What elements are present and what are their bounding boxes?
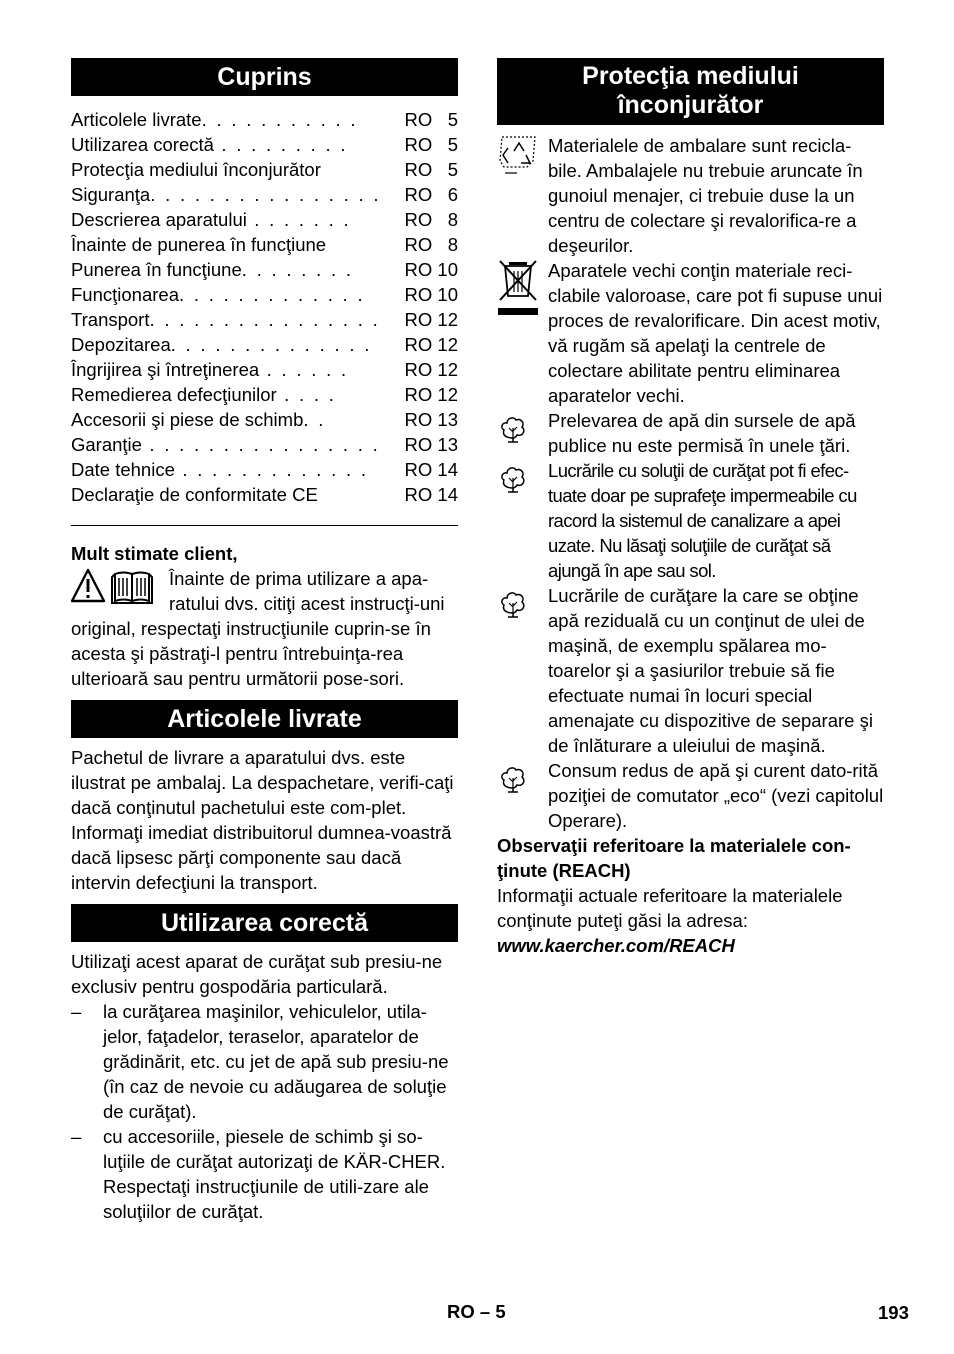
- reach-title: Observaţii referitoare la materialele con-ţinute (REACH): [497, 835, 851, 881]
- toc-entry-page: RO 12: [404, 334, 458, 355]
- toc-entry[interactable]: [71, 157, 458, 182]
- toc-entry-page: RO 14: [404, 484, 458, 505]
- list-item: – cu accesoriile, piesele de schimb şi so-luţiile de curăţat autorizaţi de KÄR-CHER. Respectaţi instrucţiunile de utili-zare ale soluţiilor de curăţat.: [71, 1126, 446, 1222]
- proper-use-intro: Utilizaţi acest aparat de curăţat sub presiu-ne exclusiv pentru gospodăria particulară.: [71, 951, 443, 997]
- toc-entry-title: Siguranţa. . . . . . . . . . . . . . . .: [71, 184, 381, 205]
- toc-entry-page: RO 8: [404, 234, 458, 255]
- toc-entry[interactable]: [71, 382, 458, 407]
- reach-link[interactable]: www.kaercher.com/REACH: [497, 935, 735, 956]
- environment-tree-icon: [497, 408, 529, 450]
- toc-entry-title: Accesorii şi piese de schimb. .: [71, 409, 326, 430]
- toc-entry[interactable]: [71, 132, 458, 157]
- toc-entry-page: RO 5: [404, 159, 458, 180]
- delivered-paragraph-2: Informaţi imediat distribuitorul dumnea-voastră dacă lipsesc părţi componente sau dacă intervin defecţiuni la transport.: [71, 822, 452, 893]
- environment-tree-icon: [497, 583, 529, 625]
- toc-entry-page: RO 10: [404, 284, 458, 305]
- environment-tree-icon: [497, 458, 529, 500]
- warning-note: [71, 566, 458, 691]
- toc-entry[interactable]: [71, 107, 458, 132]
- table-of-contents: [71, 107, 458, 507]
- environment-list: [497, 133, 884, 833]
- list-item: Prelevarea de apă din sursele de apă publice nu este permisă în unele ţări.: [497, 408, 884, 458]
- toc-entry-title: Funcţionarea. . . . . . . . . . . . .: [71, 284, 365, 305]
- toc-entry[interactable]: [71, 232, 458, 257]
- toc-entry-title: Înainte de punerea în funcţiune: [71, 234, 327, 255]
- page-number: 193: [878, 1302, 909, 1323]
- toc-entry-title: Protecţia mediului înconjurător: [71, 159, 321, 180]
- toc-entry-title: Utilizarea corectă . . . . . . . . .: [71, 134, 348, 155]
- list-item: Lucrările de curăţare la care se obţine apă reziduală cu un conţinut de ulei de maşină, de exemplu spălarea mo-toarelor şi a şasiurilor trebuie să fie efectuate numai în locuri special amenajate cu dispozitive de separare şi de înlăturare a uleiului de maşină.: [497, 583, 884, 758]
- toc-entry-page: RO 12: [404, 359, 458, 380]
- delivered-paragraph-1: Pachetul de livrare a aparatului dvs. este ilustrat pe ambalaj. La despachetare, verifi-caţi dacă conţinutul pachetului este com-plet.: [71, 747, 454, 818]
- toc-entry-title: Depozitarea. . . . . . . . . . . . . .: [71, 334, 372, 355]
- reach-text: Informaţii actuale referitoare la materialele conţinute puteţi găsi la adresa:: [497, 885, 843, 931]
- section-heading-proper-use: Utilizarea corectă: [71, 904, 458, 942]
- right-column: [497, 58, 884, 958]
- toc-entry-title: Articolele livrate. . . . . . . . . . .: [71, 109, 358, 130]
- toc-entry-page: RO 6: [404, 184, 458, 205]
- toc-entry[interactable]: [71, 207, 458, 232]
- section-heading-environment: Protecţia mediului înconjurător: [497, 58, 884, 125]
- toc-entry[interactable]: [71, 282, 458, 307]
- greeting-title: Mult stimate client,: [71, 543, 238, 564]
- toc-entry-title: Remedierea defecţiunilor . . . .: [71, 384, 337, 405]
- list-item: Consum redus de apă şi curent dato-rită poziţiei de comutator „eco“ (vezi capitolul Operare).: [497, 758, 884, 833]
- proper-use-list: [71, 999, 458, 1224]
- toc-entry[interactable]: [71, 182, 458, 207]
- crossed-bin-icon: [497, 258, 541, 328]
- toc-entry[interactable]: [71, 307, 458, 332]
- list-item: Lucrările cu soluţii de curăţat pot fi efec-tuate doar pe suprafeţe impermeabile cu racord la sistemul de canalizare a apei uzate. Nu lăsaţi soluţiile de curăţat să ajungă în ape sau sol.: [497, 458, 884, 583]
- list-item: Aparatele vechi conţin materiale reci-clabile valoroase, care pot fi supuse unui proces de revalorificare. Din acest motiv, vă rugăm să apelaţi la centrele de colectare abilitate pentru eliminarea aparatelor vechi.: [497, 258, 884, 408]
- toc-entry-page: RO 8: [404, 209, 458, 230]
- toc-heading: Cuprins: [71, 58, 458, 96]
- toc-entry[interactable]: [71, 407, 458, 432]
- toc-entry-page: RO 13: [404, 409, 458, 430]
- toc-entry-title: Îngrijirea şi întreţinerea . . . . . .: [71, 359, 349, 380]
- toc-entry[interactable]: [71, 357, 458, 382]
- toc-entry-page: RO 12: [404, 309, 458, 330]
- list-item: Materialele de ambalare sunt recicla-bile. Ambalajele nu trebuie aruncate în gunoiul menajer, ci trebuie duse la un centru de colectare şi revalorifica-re a deşeurilor.: [497, 133, 884, 258]
- section-heading-delivered: Articolele livrate: [71, 700, 458, 738]
- toc-entry-title: Date tehnice . . . . . . . . . . . . .: [71, 459, 369, 480]
- toc-entry-title: Descrierea aparatului . . . . . . .: [71, 209, 352, 230]
- toc-entry-title: Declaraţie de conformitate CE: [71, 484, 318, 505]
- toc-entry-page: RO 12: [404, 384, 458, 405]
- toc-entry-page: RO 5: [404, 134, 458, 155]
- toc-entry[interactable]: [71, 457, 458, 482]
- page-label: RO – 5: [447, 1301, 506, 1322]
- list-item: – la curăţarea maşinilor, vehiculelor, utila-jelor, faţadelor, teraselor, aparatelor de grădinărit, etc. cu jet de apă sub presiu-ne (în caz de nevoie cu adăugarea de soluţie de curăţat).: [71, 1001, 449, 1122]
- toc-entry-page: RO 5: [404, 109, 458, 130]
- toc-entry[interactable]: [71, 257, 458, 282]
- toc-entry[interactable]: [71, 482, 458, 507]
- toc-entry-page: RO 10: [404, 259, 458, 280]
- toc-entry[interactable]: [71, 332, 458, 357]
- divider: [71, 525, 458, 526]
- greeting-text: Înainte de prima utilizare a apa-ratului dvs. citiţi acest instrucţi-uni original, respectaţi instrucţiunile cuprin-se în acesta şi păstraţi-l pentru întrebuinţa-rea ulterioară sau pentru următorii pose-sori.: [71, 568, 445, 689]
- environment-tree-icon: [497, 758, 529, 800]
- recycle-icon: [497, 133, 541, 187]
- toc-entry-page: RO 14: [404, 459, 458, 480]
- warning-manual-icon: [71, 568, 163, 602]
- toc-entry-title: Transport. . . . . . . . . . . . . . . .: [71, 309, 381, 330]
- toc-entry[interactable]: [71, 432, 458, 457]
- toc-entry-title: Punerea în funcţiune. . . . . . . .: [71, 259, 354, 280]
- toc-entry-page: RO 13: [404, 434, 458, 455]
- left-column: [71, 58, 458, 1224]
- toc-entry-title: Garanţie . . . . . . . . . . . . . . . .: [71, 434, 381, 455]
